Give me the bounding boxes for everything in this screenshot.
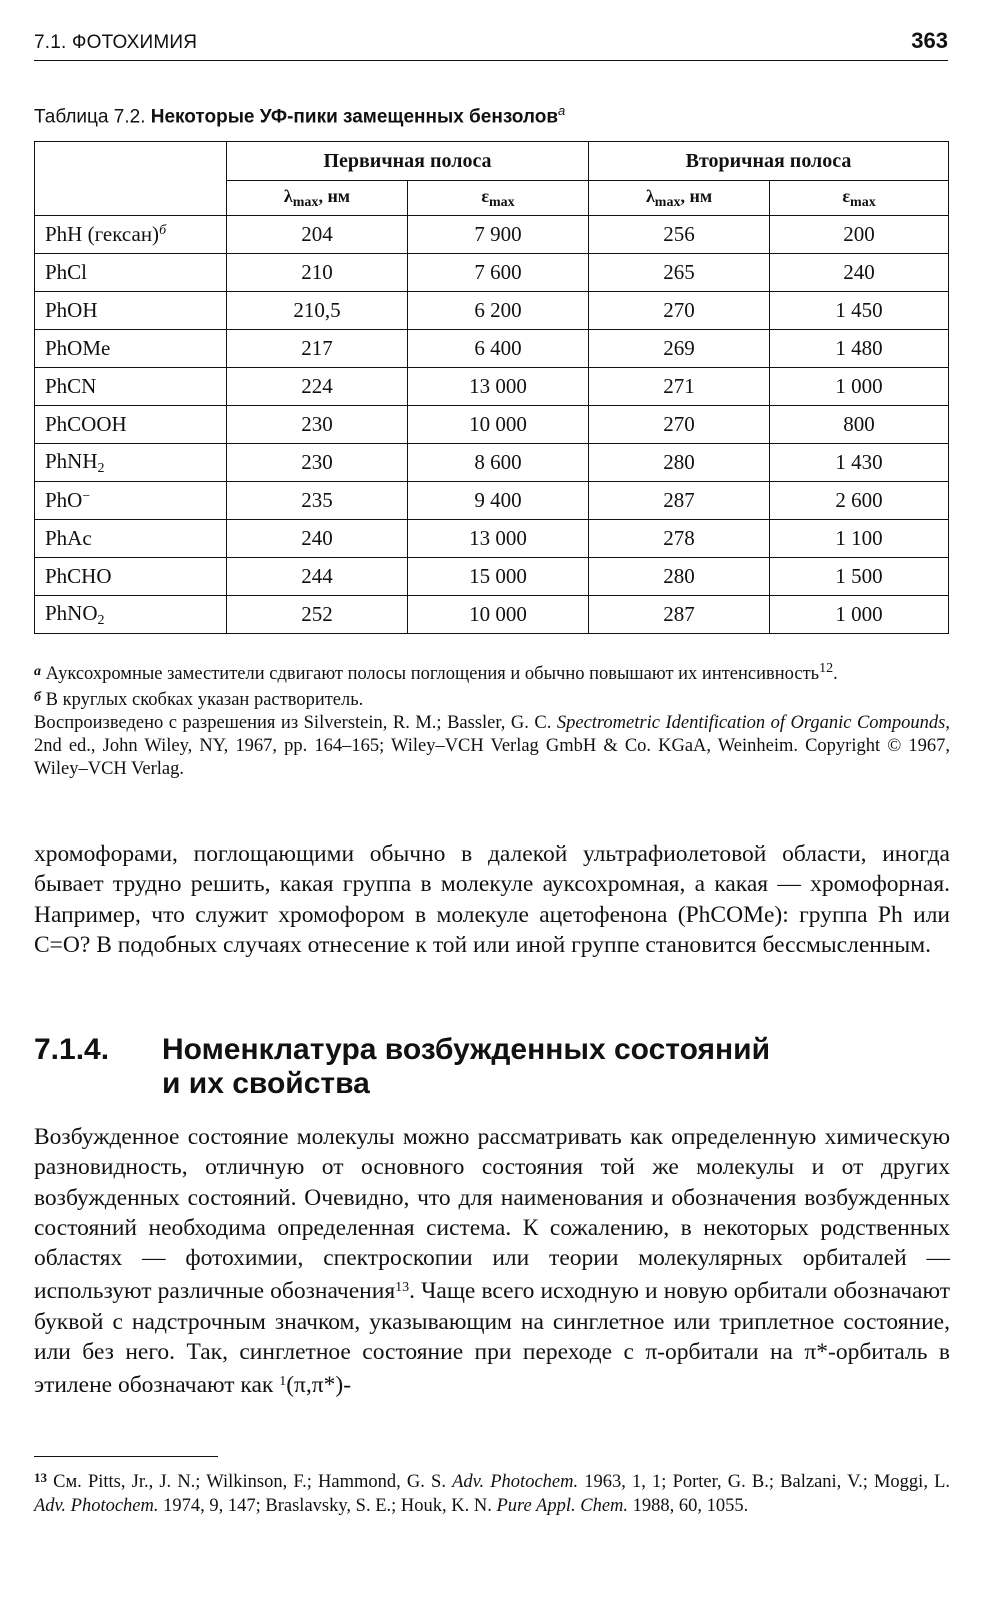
epsilon-max-secondary-cell: 200 [770,216,949,254]
table-note-a: $^а$ Ауксохромные заместители сдвигают полосы поглощения и обычно повышают их интенсивность$^{12}$. [34,661,838,684]
lambda-max-secondary-cell: 271 [589,368,770,406]
para2-text-3: (π,π*)- [286,1372,352,1399]
epsilon-max-secondary-cell: 1 450 [770,292,949,330]
compound-cell [35,596,227,634]
lambda-max-primary-cell: 210,5 [227,292,408,330]
table-notes [34,657,950,781]
footnote-journal-2: Adv. Photochem. [34,1496,159,1516]
body-paragraph-2 [34,1122,950,1401]
table-row [35,520,949,558]
epsilon-max-primary-cell: 10 000 [408,406,589,444]
lambda-max-secondary-cell: 278 [589,520,770,558]
lambda-max-primary-cell: 244 [227,558,408,596]
body-paragraph-1: хромофорами, поглощающими обычно в далекой ультрафиолетовой области, иногда бывает трудно решить, какая группа в молекуле ауксохромная, а какая — хромофорная. Например, что служит хромофором в молекуле ацетофенона (PhCOMe): группа Ph или C=O? В подобных случаях отнесение к той или иной группе становится бессмысленным. [34,841,950,958]
lambda-max-primary-cell: 224 [227,368,408,406]
epsilon-max-secondary-cell: 2 600 [770,482,949,520]
lambda-max-secondary-cell: 287 [589,482,770,520]
epsilon-max-secondary-cell: 1 100 [770,520,949,558]
sub-header-symbol: ε [842,185,851,206]
group-header-primary: Первичная полоса [227,142,589,181]
section-title-line-2: и их свойства [162,1067,370,1100]
uv-peaks-table [34,141,949,634]
section-title-line-1: Номенклатура возбужденных состояний [162,1033,771,1066]
lambda-max-primary-cell: 217 [227,330,408,368]
compound-name: PhO [45,488,83,512]
running-header [34,28,948,61]
lambda-max-primary-cell: 204 [227,216,408,254]
epsilon-max-secondary-cell: 1 430 [770,444,949,482]
section-number: 7.1.4. [34,1033,110,1066]
epsilon-max-primary-cell: 7 600 [408,254,589,292]
lambda-max-primary-cell: 230 [227,444,408,482]
compound-name: PhCl [45,260,88,284]
compound-name: PhCOOH [45,412,127,436]
sub-header-subscript: max [489,194,515,210]
epsilon-max-primary-cell: 9 400 [408,482,589,520]
compound-superscript: − [82,489,91,504]
footnote-journal-3: Pure Appl. Chem. [496,1496,629,1516]
epsilon-max-secondary-cell: 1 000 [770,368,949,406]
compound-name: PhH (гексан) [45,222,160,246]
note-a-text: Ауксохромные заместители сдвигают полосы поглощения и обычно повышают их интенсивность [45,664,820,684]
table-corner-cell [35,142,227,216]
para2-footnote-ref: 13 [395,1280,410,1296]
footnote-text-3: 1974, 9, 147; Braslavsky, S. E.; Houk, K. N. [163,1496,492,1516]
compound-name: PhNO [45,600,98,625]
sub-header-2 [589,181,770,216]
compound-cell [35,216,227,254]
table-row [35,368,949,406]
compound-cell [35,292,227,330]
sub-header-subscript: max [654,194,681,210]
group-header-secondary: Вторичная полоса [589,142,949,181]
epsilon-max-secondary-cell: 800 [770,406,949,444]
para2-text-1: Возбужденное состояние молекулы можно рассматривать как определенную химическую разновидность, отличную от основного состояния той же молекулы и от других возбужденных состояний. Очевидно, что для наименования и обозначения возбужденных состояний необходима определенная система. К сожалению, в некоторых родственных областях — фотохимии, спектроскопии или теории молекулярных орбиталей — используют различные обозначения [34,1124,950,1305]
table-row [35,330,949,368]
epsilon-max-secondary-cell: 1 500 [770,558,949,596]
table-title: Некоторые УФ-пики замещенных бензолов [150,106,559,128]
table-label: Таблица 7.2. [34,106,146,128]
footnote-text-4: 1988, 60, 1055. [632,1496,749,1516]
epsilon-max-primary-cell: 13 000 [408,520,589,558]
epsilon-max-primary-cell: 8 600 [408,444,589,482]
epsilon-max-primary-cell: 13 000 [408,368,589,406]
sub-header-1 [408,181,589,216]
epsilon-max-primary-cell: 10 000 [408,596,589,634]
para2-text-2: . Чаще всего исходную и новую орбитали обозначают буквой с надстрочным значком, указывающим на синглетное или триплетное состояние, или без него. Так, синглетное состояние при переходе с π-орбитали на π*-орбиталь в этилене обозначают как [34,1278,950,1399]
compound-name: PhCN [45,374,97,398]
lambda-max-secondary-cell: 270 [589,292,770,330]
lambda-max-secondary-cell: 287 [589,596,770,634]
table-row [35,558,949,596]
compound-cell [35,368,227,406]
sub-header-unit: , нм [680,185,713,206]
sub-header-unit: , нм [318,185,351,206]
sub-header-subscript: max [850,194,876,210]
page-number: 363 [911,28,948,53]
table-group-header-row [35,142,949,181]
epsilon-max-primary-cell: 6 200 [408,292,589,330]
lambda-max-secondary-cell: 270 [589,406,770,444]
compound-subscript: 2 [97,460,105,476]
table-title-note-mark: а [558,103,566,118]
footnote-journal-1: Adv. Photochem. [452,1472,579,1492]
compound-name: PhNH [45,448,98,473]
table-note-b [34,686,950,712]
table-reproduction-note [34,712,950,781]
lambda-max-secondary-cell: 256 [589,216,770,254]
footnote-13 [34,1466,950,1518]
note-a-mark: а [34,664,41,679]
lambda-max-primary-cell: 230 [227,406,408,444]
footnote-separator [34,1456,218,1457]
epsilon-max-secondary-cell: 240 [770,254,949,292]
footnote-number: 13 [34,1470,47,1485]
lambda-max-primary-cell: 252 [227,596,408,634]
table-body [35,216,949,634]
sub-header-symbol: λ [283,185,293,206]
compound-cell [35,330,227,368]
para2-singlet-sup: 1 [279,1374,287,1390]
epsilon-max-primary-cell: 6 400 [408,330,589,368]
compound-cell [35,520,227,558]
note-b-mark: б [34,690,41,705]
compound-cell [35,558,227,596]
compound-cell [35,444,227,482]
compound-cell [35,406,227,444]
sub-header-3 [770,181,949,216]
table-row [35,482,949,520]
table-row [35,444,949,482]
table-row [35,292,949,330]
compound-cell [35,482,227,520]
epsilon-max-primary-cell: 7 900 [408,216,589,254]
footnote-text-1: См. Pitts, Jr., J. N.; Wilkinson, F.; Hammond, G. S. [53,1472,446,1492]
note-a-ref: 12 [819,661,834,676]
lambda-max-secondary-cell: 280 [589,444,770,482]
note-b-text: В круглых скобках указан растворитель. [45,690,364,710]
lambda-max-primary-cell: 240 [227,520,408,558]
compound-cell [35,254,227,292]
table-row [35,406,949,444]
footnote-text-2: 1963, 1, 1; Porter, G. B.; Balzani, V.; Moggi, L. [584,1472,951,1492]
sub-header-subscript: max [292,194,319,210]
table-row [35,216,949,254]
lambda-max-secondary-cell: 265 [589,254,770,292]
repro-text-2: , 2nd ed., John Wiley, NY, 1967, pp. 164–165; Wiley–VCH Verlag GmbH & Co. KGaA, Weinheim. Copyright © 1967, Wiley–VCH Verlag. [34,713,950,779]
table-row [35,254,949,292]
lambda-max-primary-cell: 210 [227,254,408,292]
sub-header-symbol: ε [481,185,490,206]
table-caption [34,103,565,128]
epsilon-max-secondary-cell: 1 000 [770,596,949,634]
lambda-max-secondary-cell: 269 [589,330,770,368]
compound-name: PhAc [45,526,92,550]
compound-subscript: 2 [97,612,105,628]
sub-header-0 [227,181,408,216]
compound-name: PhCHO [45,564,112,588]
sub-header-symbol: λ [645,185,655,206]
compound-name: PhOH [45,298,98,322]
compound-superscript: б [159,223,167,238]
epsilon-max-primary-cell: 15 000 [408,558,589,596]
repro-book-title: Spectrometric Identification of Organic Compounds [556,713,946,733]
lambda-max-primary-cell: 235 [227,482,408,520]
running-title: 7.1. ФОТОХИМИЯ [34,32,198,53]
epsilon-max-secondary-cell: 1 480 [770,330,949,368]
table-row [35,596,949,634]
repro-text-1: Воспроизведено с разрешения из Silverstein, R. M.; Bassler, G. C. [34,713,552,733]
compound-name: PhOMe [45,336,111,360]
section-title [162,1033,882,1101]
lambda-max-secondary-cell: 280 [589,558,770,596]
